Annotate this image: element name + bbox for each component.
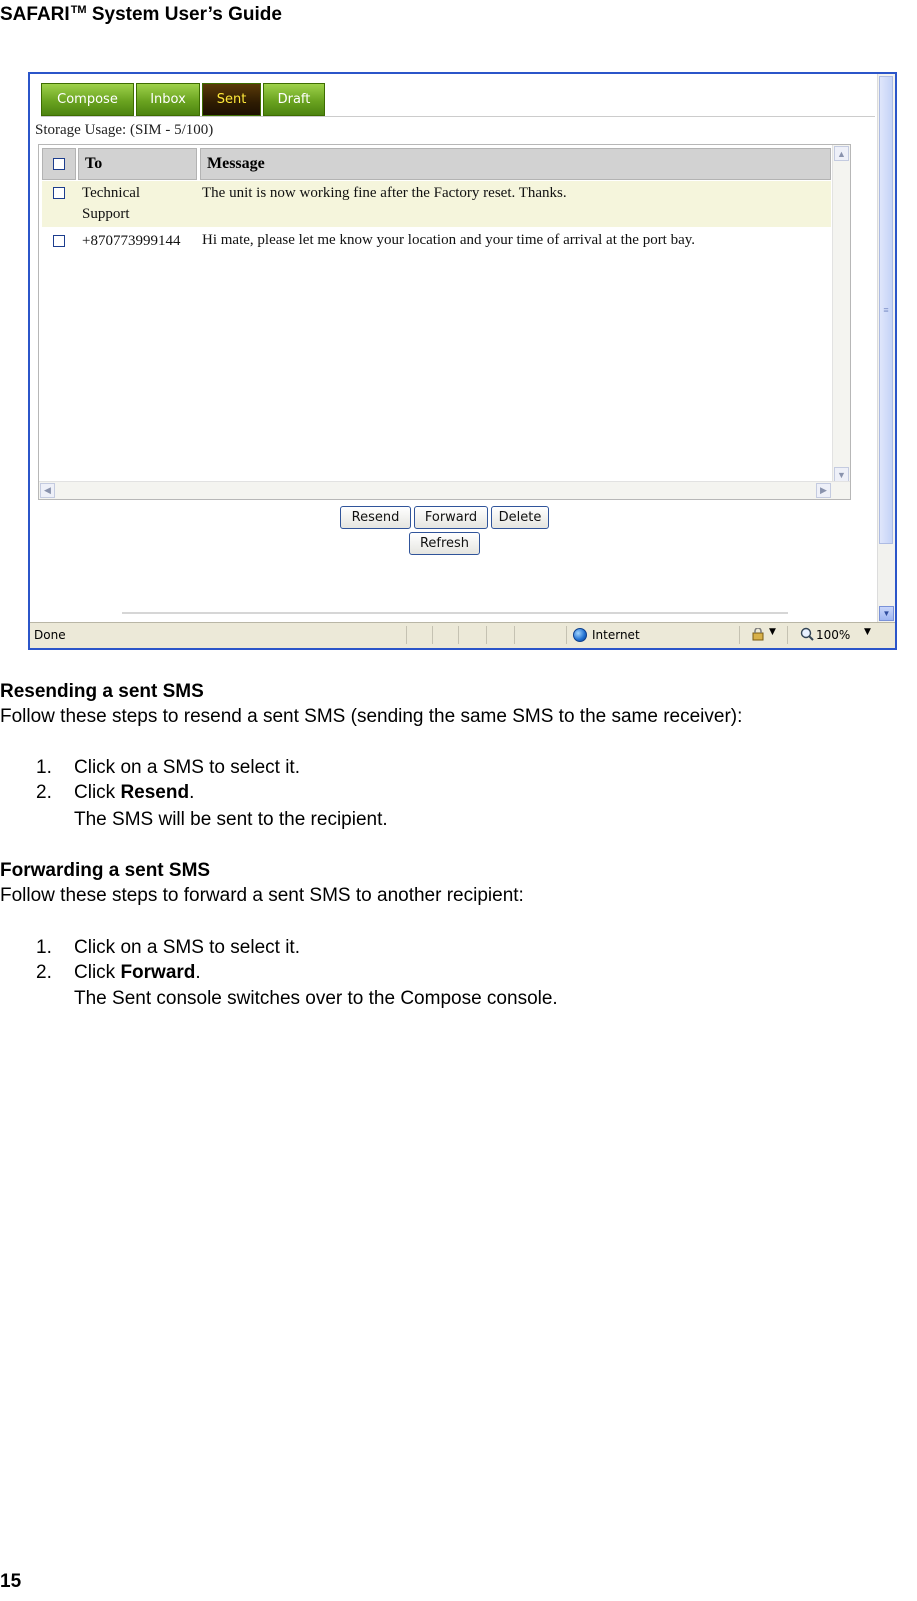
list-number: 2. bbox=[36, 962, 52, 983]
internet-zone-icon bbox=[573, 628, 587, 642]
zoom-icon[interactable] bbox=[800, 627, 814, 641]
row-message: The unit is now working fine after the Factory reset. Thanks. bbox=[202, 185, 567, 201]
row-message: Hi mate, please let me know your location and your time of arrival at the port bay. bbox=[202, 232, 696, 248]
step-suffix: . bbox=[189, 782, 195, 803]
page-number: 15 bbox=[0, 1571, 22, 1592]
row-checkbox[interactable] bbox=[53, 235, 65, 247]
step-result: The SMS will be sent to the recipient. bbox=[74, 809, 388, 830]
tab-compose[interactable]: Compose bbox=[41, 83, 134, 116]
page-vertical-scrollbar[interactable] bbox=[877, 74, 895, 623]
scroll-left-icon[interactable]: ◀ bbox=[40, 483, 55, 498]
protected-mode-icon[interactable] bbox=[751, 628, 765, 641]
mailbox-tabs bbox=[41, 83, 325, 116]
tab-inbox[interactable]: Inbox bbox=[136, 83, 200, 116]
tab-sent[interactable]: Sent bbox=[202, 83, 261, 116]
list-item bbox=[36, 757, 300, 779]
list-number: 1. bbox=[36, 937, 52, 958]
section-heading: Resending a sent SMS bbox=[0, 681, 204, 702]
forward-button[interactable]: Forward bbox=[414, 506, 488, 529]
scroll-up-icon[interactable]: ▲ bbox=[834, 146, 849, 161]
scroll-right-icon[interactable]: ▶ bbox=[816, 483, 831, 498]
step-text: Click on a SMS to select it. bbox=[74, 757, 300, 778]
table-row[interactable] bbox=[42, 229, 831, 255]
refresh-button[interactable]: Refresh bbox=[409, 532, 480, 555]
step-suffix: . bbox=[195, 962, 201, 983]
status-text: Done bbox=[34, 628, 66, 642]
section-intro: Follow these steps to forward a sent SMS to another recipient: bbox=[0, 885, 524, 906]
row-checkbox[interactable] bbox=[53, 187, 65, 199]
chevron-down-icon[interactable]: ▼ bbox=[769, 627, 776, 637]
tab-divider bbox=[41, 116, 875, 117]
scroll-down-icon[interactable]: ▼ bbox=[834, 467, 849, 482]
recipient-line: Technical bbox=[82, 185, 141, 201]
select-all-cell bbox=[42, 148, 76, 180]
list-item bbox=[36, 937, 300, 959]
scroll-thumb[interactable]: ≡ bbox=[879, 76, 893, 544]
grid-horizontal-scrollbar[interactable] bbox=[39, 481, 850, 499]
step-action: Resend bbox=[120, 782, 190, 803]
step-action: Forward bbox=[120, 962, 196, 983]
step-prefix: Click bbox=[74, 962, 121, 983]
tab-draft[interactable]: Draft bbox=[263, 83, 325, 116]
delete-button[interactable]: Delete bbox=[491, 506, 549, 529]
resend-button[interactable]: Resend bbox=[340, 506, 411, 529]
zoom-level[interactable]: 100% bbox=[816, 628, 851, 642]
header-trademark: TM bbox=[70, 4, 87, 16]
recipient-line: Support bbox=[82, 206, 130, 222]
select-all-checkbox[interactable] bbox=[53, 158, 65, 170]
section-intro: Follow these steps to resend a sent SMS (sending the same SMS to the same receiver): bbox=[0, 706, 743, 727]
scroll-down-icon[interactable]: ▼ bbox=[879, 606, 894, 621]
header-product-name: SAFARI bbox=[0, 4, 70, 25]
document-header bbox=[0, 4, 282, 26]
grid-header-row bbox=[42, 148, 831, 180]
browser-screenshot bbox=[28, 72, 897, 650]
content-divider bbox=[122, 612, 788, 614]
step-prefix: Click bbox=[74, 782, 121, 803]
column-header-to[interactable]: To bbox=[78, 148, 197, 180]
chevron-down-icon[interactable]: ▼ bbox=[864, 627, 871, 637]
list-number: 2. bbox=[36, 782, 52, 803]
grid-vertical-scrollbar[interactable] bbox=[832, 145, 850, 483]
header-title: System User’s Guide bbox=[91, 4, 282, 25]
list-item bbox=[36, 962, 201, 984]
storage-usage: Storage Usage: (SIM - 5/100) bbox=[35, 122, 214, 138]
section-heading: Forwarding a sent SMS bbox=[0, 860, 211, 881]
row-recipient bbox=[82, 183, 140, 225]
sent-messages-grid bbox=[38, 144, 851, 500]
security-zone-label: Internet bbox=[592, 628, 640, 642]
step-result: The Sent console switches over to the Compose console. bbox=[74, 988, 558, 1009]
step-text: Click on a SMS to select it. bbox=[74, 937, 300, 958]
row-recipient: +870773999144 bbox=[82, 233, 181, 249]
list-number: 1. bbox=[36, 757, 52, 778]
column-header-message[interactable]: Message bbox=[200, 148, 831, 180]
list-item bbox=[36, 782, 194, 804]
browser-status-bar bbox=[30, 622, 895, 648]
table-row[interactable] bbox=[42, 181, 831, 227]
